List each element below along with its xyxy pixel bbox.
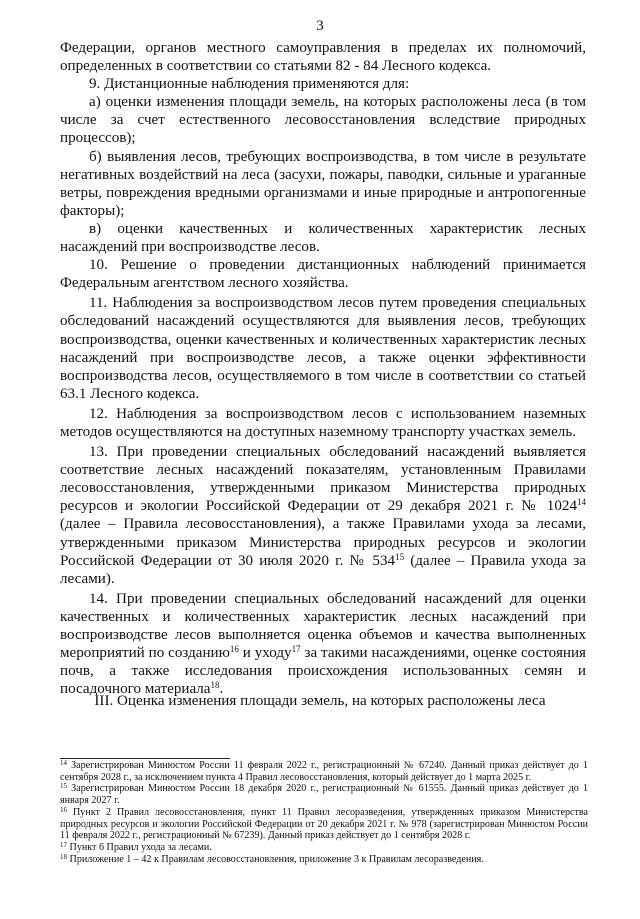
paragraph-13-text-b: (далее – Правила лесовосстановления), а также Правилами ухода за лесами, утвержденными приказом Министерства природных ресурсов и экологии Российской Федерации от 30 июля 2020 г. № 534 (60, 516, 586, 569)
footnote-14 (60, 760, 588, 783)
paragraph-13-text-c: (далее – Правила ухода за лесами). (60, 552, 586, 587)
footnote-text: Пункт 2 Правил лесовосстановления, пункт 11 Правил лесоразведения, утвержденных приказом Министерства природных ресурсов и экологии Российской Федерации от 20 декабря 2021 г. № 978 (зарегистрирован Минюстом России 11 февраля 2022 г., регистрационный № 67239). Данный приказ действует до 1 сентября 2028 г. (60, 806, 588, 842)
paragraph-9: 9. Дистанционные наблюдения применяются для: (89, 76, 410, 93)
footnote-18 (60, 854, 588, 866)
paragraph-9a: а) оценки изменения площади земель, на которых расположены леса (в том числе за счет естественного лесовосстановления вследствие природных процессов); (60, 94, 586, 147)
footnote-number: 14 (60, 759, 67, 767)
paragraph-14-text-c: за такими насаждениями, оценке состояния почв, а также исследования происхождения использованных семян и посадочного материала (60, 645, 586, 698)
footnote-17 (60, 842, 588, 854)
paragraph-10: 10. Решение о проведении дистанционных наблюдений принимается Федеральным агентством лесного хозяйства. (60, 257, 586, 292)
footnote-15 (60, 783, 588, 806)
paragraph-11: 11. Наблюдения за воспроизводством лесов путем проведения специальных обследований насаждений осуществляются для выявления лесов, требующих воспроизводства, оценки качественных и количественных характеристик лесных насаждений при воспроизводстве лесов, а также оценки эффективности воспроизводства лесов, осуществляемого в том числе в соответствии со статьей 63.1 Лесного кодекса. (60, 295, 586, 402)
paragraph-14-text-a: 14. При проведении специальных обследований насаждений для оценки качественных и количественных характеристик лесных насаждений при воспроизводстве лесов выполняется оценка объемов и качества выполненных мероприятий по созданию (60, 590, 586, 662)
section-heading: III. Оценка изменения площади земель, на которых расположены леса (94, 693, 546, 709)
paragraph-14-text-d: . (219, 681, 224, 698)
footnote-number: 15 (60, 782, 67, 791)
footnote-16 (60, 807, 588, 842)
page-number: 3 (316, 18, 324, 34)
footnote-text: Приложение 1 – 42 к Правилам лесовосстановления, приложение 3 к Правилам лесоразведения. (67, 853, 484, 865)
footnote-ref-18: 18 (210, 680, 220, 691)
footnote-divider (60, 758, 230, 759)
footnote-text: Зарегистрирован Минюстом России 18 декабря 2020 г., регистрационный № 61555. Данный приказ действует до 1 января 2027 г. (60, 783, 588, 807)
footnote-ref-15: 15 (395, 551, 405, 562)
footnote-number: 16 (60, 805, 67, 814)
footnotes (60, 760, 588, 865)
footnote-ref-17: 17 (291, 644, 301, 655)
paragraph-9c: в) оценки качественных и количественных характеристик лесных насаждений при воспроизводстве лесов. (60, 220, 586, 256)
paragraph-continuation: Федерации, органов местного самоуправления в пределах их полномочий, определенных в соответствии со статьями 82 - 84 Лесного кодекса. (60, 40, 586, 75)
footnote-ref-14: 14 (577, 497, 586, 508)
paragraph-14 (60, 590, 586, 699)
footnote-number: 18 (60, 852, 67, 861)
footnote-text: Пункт 6 Правил ухода за лесами. (67, 841, 212, 853)
paragraph-13 (60, 443, 586, 588)
footnote-text: Зарегистрирован Минюстом России 11 февраля 2022 г., регистрационный № 67240. Данный приказ действует до 1 сентября 2028 г., за исключением пункта 4 Правил лесовосстановления, который действует до 1 марта 2025 г. (60, 760, 588, 783)
paragraph-9b: б) выявления лесов, требующих воспроизводства, в том числе в результате негативных воздействий на леса (засухи, пожары, паводки, сильные и ураганные ветры, повреждения вредными организмами и иные природные и антропогенные факторы); (60, 148, 586, 219)
footnote-number: 17 (60, 840, 67, 849)
footnote-ref-16: 16 (229, 644, 239, 655)
paragraph-13-text-a: 13. При проведении специальных обследований насаждений выявляется соответствие лесных насаждений показателям, установленным Правилами лесовосстановления, утвержденными приказом Министерства природных ресурсов и экологии Российской Федерации от 29 декабря 2021 г. № 1024 (60, 444, 586, 515)
paragraph-14-text-b: и уходу (238, 645, 292, 662)
document-body (60, 39, 586, 698)
paragraph-12: 12. Наблюдения за воспроизводством лесов с использованием наземных методов осуществляются на доступных наземному транспорту участках земель. (60, 405, 586, 440)
